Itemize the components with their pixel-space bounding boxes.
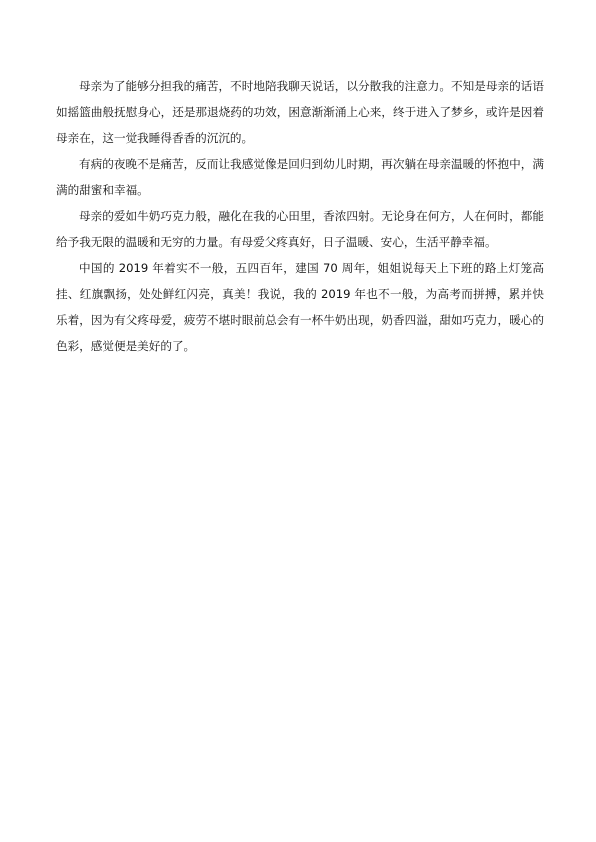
paragraph-2: 有病的夜晚不是痛苦，反而让我感觉像是回归到幼儿时期，再次躺在母亲温暖的怀抱中，满满的甜蜜和幸福。 xyxy=(56,157,544,197)
document-body xyxy=(56,73,544,359)
paragraph-3: 母亲的爱如牛奶巧克力般，融化在我的心田里，香浓四射。无论身在何方，人在何时，都能给予我无限的温暖和无穷的力量。有母爱父疼真好，日子温暖、安心，生活平静幸福。 xyxy=(56,209,544,249)
paragraph-1: 母亲为了能够分担我的痛苦，不时地陪我聊天说话，以分散我的注意力。不知是母亲的话语如摇篮曲般抚慰身心，还是那退烧药的功效，困意渐渐涌上心来，终于进入了梦乡，或许是因着母亲在，这一觉我睡得香香的沉沉的。 xyxy=(56,79,544,145)
paragraph-4: 中国的 2019 年着实不一般，五四百年，建国 70 周年，姐姐说每天上下班的路上灯笼高挂、红旗飘扬，处处鲜红闪亮，真美！我说，我的 2019 年也不一般，为高考而拼搏，累并快乐着，因为有父疼母爱，疲劳不堪时眼前总会有一杯牛奶出现，奶香四溢，甜如巧克力，暖心的色彩，感觉便是美好的了。 xyxy=(56,261,544,353)
